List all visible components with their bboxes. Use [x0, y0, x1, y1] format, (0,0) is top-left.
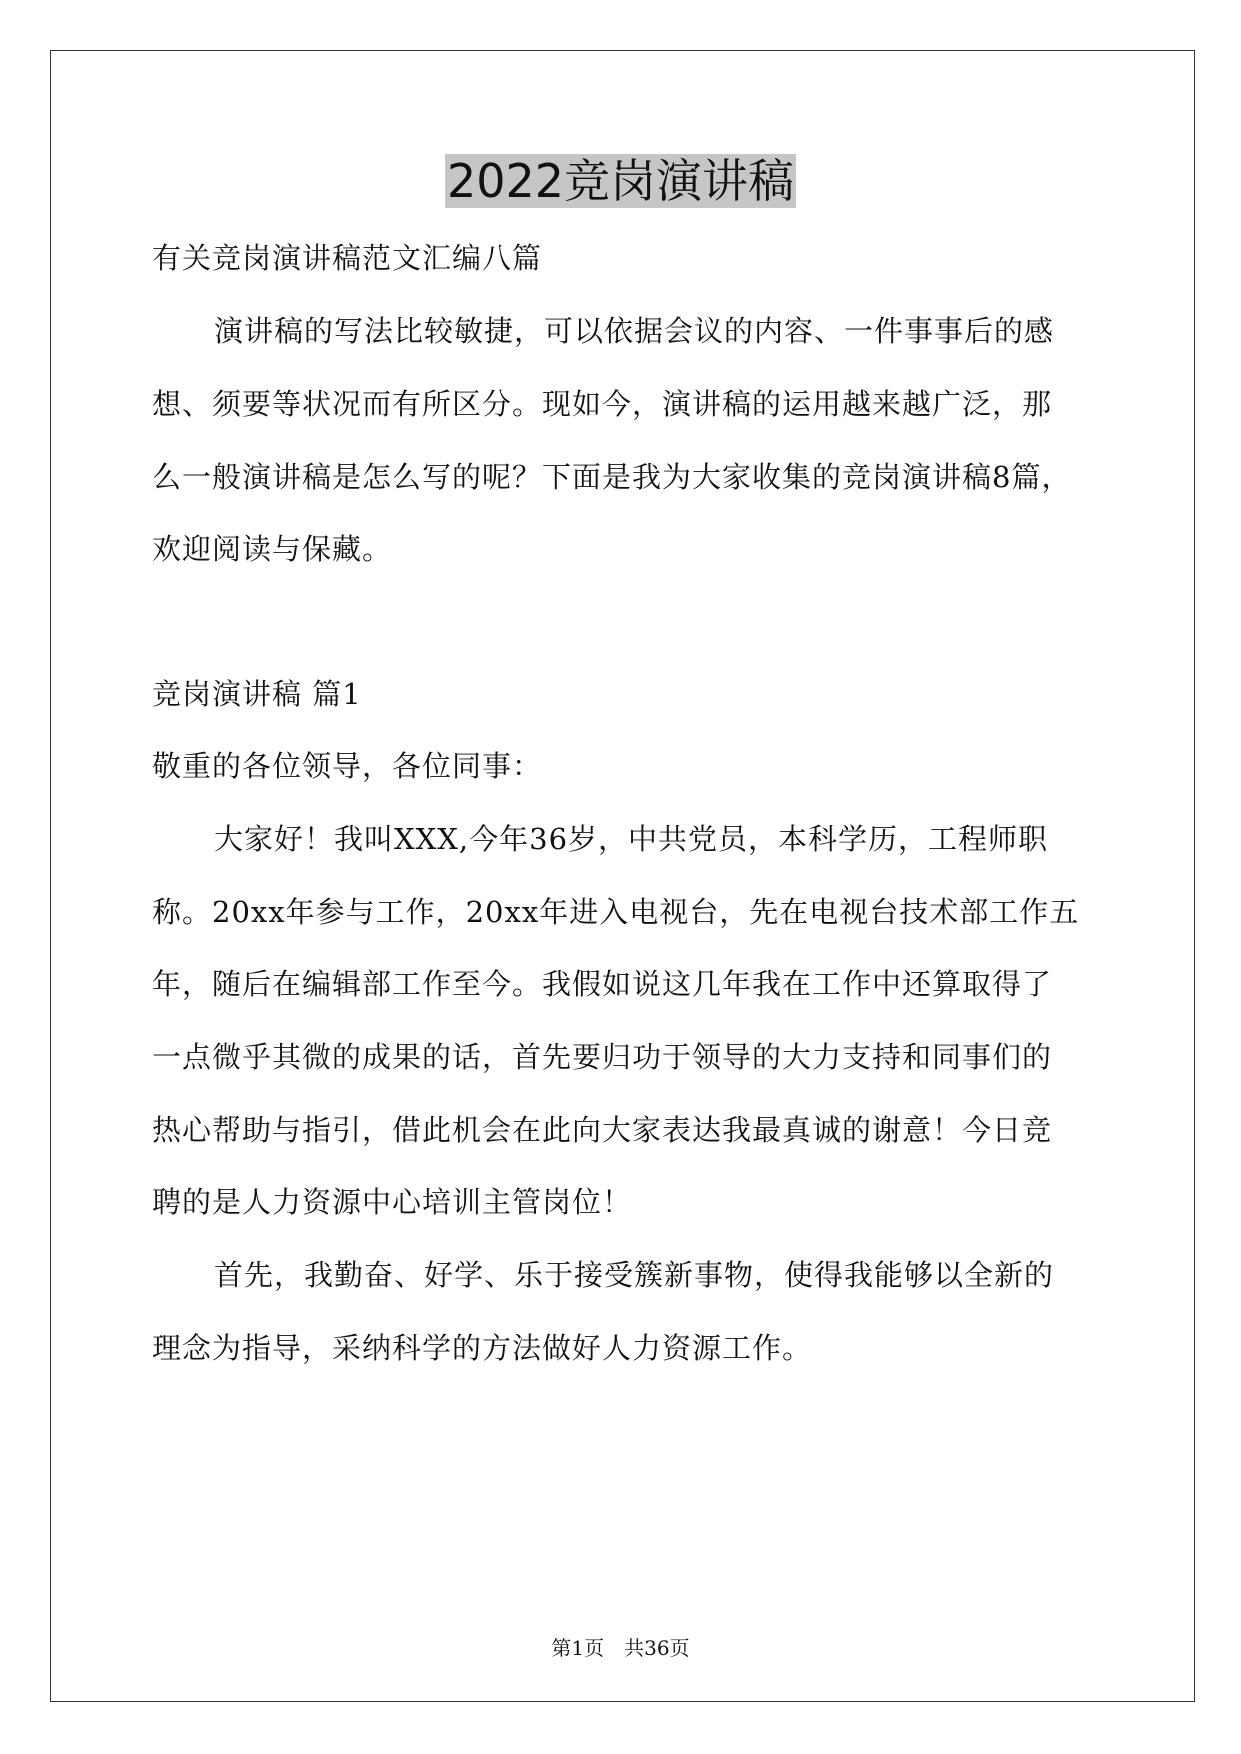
para1-line-3: 年，随后在编辑部工作至今。我假如说这几年我在工作中还算取得了 [152, 967, 1053, 1001]
para2-line-2: 理念为指导，采纳科学的方法做好人力资源工作。 [152, 1331, 813, 1365]
intro-line-2: 想、须要等状况而有所区分。现如今，演讲稿的运用越来越广泛，那 [152, 387, 1053, 421]
para1-line-2: 称。20xx年参与工作，20xx年进入电视台，先在电视台技术部工作五 [152, 895, 1080, 929]
para2-line-1: 首先，我勤奋、好学、乐于接受簇新事物，使得我能够以全新的 [214, 1258, 1055, 1292]
intro-line-1: 演讲稿的写法比较敏捷，可以依据会议的内容、一件事事后的感 [214, 314, 1055, 348]
intro-line-3: 么一般演讲稿是怎么写的呢？下面是我为大家收集的竞岗演讲稿8篇， [152, 460, 1072, 494]
para1-line-5: 热心帮助与指引，借此机会在此向大家表达我最真诚的谢意！今日竞 [152, 1113, 1053, 1147]
para1-line-6: 聘的是人力资源中心培训主管岗位！ [152, 1185, 633, 1219]
subtitle: 有关竞岗演讲稿范文汇编八篇 [152, 241, 543, 275]
para1-line-4: 一点微乎其微的成果的话，首先要归功于领导的大力支持和同事们的 [152, 1040, 1053, 1074]
greeting: 敬重的各位领导，各位同事： [152, 749, 543, 783]
title-text: 2022竞岗演讲稿 [446, 154, 795, 208]
page-number: 第1页 共36页 [551, 1636, 690, 1660]
section-heading: 竞岗演讲稿 篇1 [152, 677, 362, 711]
document-body [152, 0, 1092, 1754]
intro-line-4: 欢迎阅读与保藏。 [152, 532, 393, 566]
para1-line-1: 大家好！我叫XXX,今年36岁，中共党员，本科学历，工程师职 [214, 822, 1049, 856]
